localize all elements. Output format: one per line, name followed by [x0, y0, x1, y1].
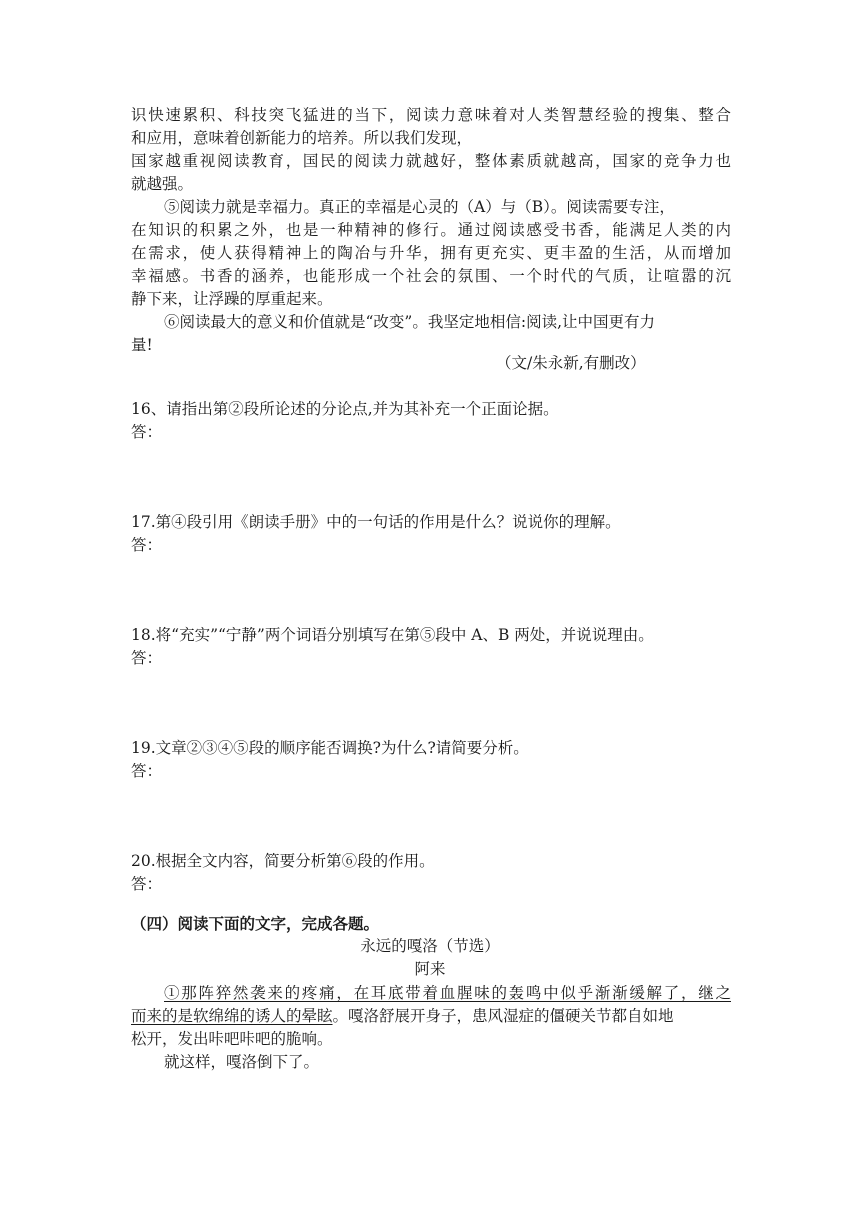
- paragraph-5-line: 幸福感。书香的涵养，也能形成一个社会的氛围、一个时代的气质，让喧嚣的沉: [131, 267, 731, 285]
- passage-line: 和应用，意味着创新能力的培养。所以我们发现，: [131, 129, 473, 147]
- paragraph-6-line: 量!: [131, 336, 153, 354]
- paragraph-5-line: 在需求，使人获得精神上的陶冶与升华，拥有更充实、更丰盈的生活，从而增加: [131, 244, 731, 262]
- story-para-1-line-1: ①那阵猝然袭来的疼痛，在耳底带着血腥味的轰鸣中似乎渐渐缓解了，继之: [164, 984, 731, 1002]
- paragraph-6-line: ⑥阅读最大的意义和价值就是“改变”。我坚定地相信:阅读,让中国更有力: [164, 313, 655, 331]
- answer-label-17: 答：: [131, 536, 163, 554]
- paragraph-5-line: ⑤阅读力就是幸福力。真正的幸福是心灵的（A）与（B）。阅读需要专注，: [164, 198, 675, 216]
- story-author: 阿来: [414, 960, 446, 978]
- passage-line: 就越强。: [131, 175, 194, 193]
- question-16: 16、请指出第②段所论述的分论点,并为其补充一个正面论据。: [131, 400, 559, 418]
- answer-label-16: 答：: [131, 423, 163, 441]
- story-title: 永远的嘎洛（节选）: [360, 937, 500, 955]
- question-17: 17.第④段引用《朗读手册》中的一句话的作用是什么？说说你的理解。: [131, 513, 621, 531]
- story-para-2: 就这样，嘎洛倒下了。: [164, 1053, 320, 1071]
- story-text: 。嘎洛舒展开身子，患风湿症的僵硬关节都自如地: [332, 1007, 674, 1025]
- answer-label-20: 答：: [131, 875, 163, 893]
- passage-line: 国家越重视阅读教育，国民的阅读力就越好，整体素质就越高，国家的竞争力也: [131, 152, 731, 170]
- story-para-1-line-3: 松开，发出咔吧咔吧的脆响。: [131, 1030, 333, 1048]
- question-20: 20.根据全文内容，简要分析第⑥段的作用。: [131, 852, 435, 870]
- question-18: 18.将“充实”“宁静”两个词语分别填写在第⑤段中 A、B 两处，并说说理由。: [131, 626, 654, 644]
- section-4-heading: （四）阅读下面的文字，完成各题。: [131, 914, 380, 933]
- answer-label-19: 答：: [131, 762, 163, 780]
- underlined-phrase: 而来的是软绵绵的诱人的晕眩: [131, 1007, 333, 1025]
- paragraph-5-line: 在知识的积累之外，也是一种精神的修行。通过阅读感受书香，能满足人类的内: [131, 221, 731, 239]
- story-para-1-line-2: [131, 1005, 731, 1027]
- paragraph-5-line: 静下来，让浮躁的厚重起来。: [131, 290, 333, 308]
- source-attribution: （文/朱永新,有删改）: [496, 354, 646, 372]
- passage-line: 识快速累积、科技突飞猛进的当下，阅读力意味着对人类智慧经验的搜集、整合: [131, 106, 731, 124]
- question-19: 19.文章②③④⑤段的顺序能否调换?为什么?请简要分析。: [131, 739, 529, 757]
- answer-label-18: 答：: [131, 649, 163, 667]
